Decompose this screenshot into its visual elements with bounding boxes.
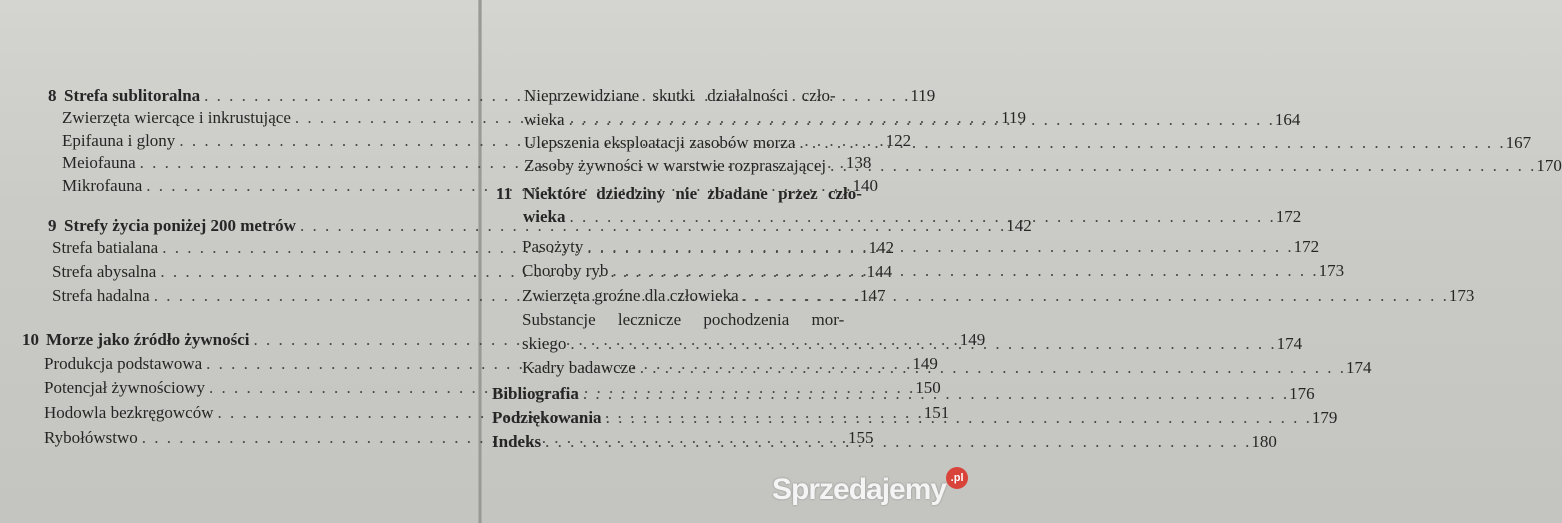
entry-title: Podziękowania — [492, 408, 602, 427]
page-number: 172 — [1275, 207, 1302, 226]
entry-title: Strefa batialana — [52, 238, 159, 257]
watermark-logo — [772, 472, 964, 507]
chapter-number: 9 — [48, 216, 57, 235]
watermark-badge: .pl — [946, 467, 968, 489]
page-number: 174 — [1276, 334, 1303, 353]
entry-title-line: Nieprzewidziane skutki działalności czło- — [524, 86, 836, 105]
page-number: 119 — [1001, 108, 1027, 127]
toc-entry — [522, 237, 1320, 257]
page-number: 149 — [912, 354, 938, 373]
entry-title: Pasożyty — [522, 237, 584, 256]
page-number: 138 — [845, 153, 872, 172]
toc-backmatter — [492, 384, 1315, 404]
entry-title: Strefa abysalna — [52, 262, 157, 281]
page-number: 142 — [868, 238, 894, 257]
chapter-title: wieka — [523, 207, 566, 226]
toc-entry — [524, 133, 1532, 153]
chapter-number: 10 — [22, 330, 39, 349]
page-number: 170 — [1536, 156, 1562, 175]
entry-title: Zwierzęta groźne dla człowieka — [522, 286, 739, 305]
toc-backmatter — [492, 432, 1277, 452]
page-number: 122 — [885, 131, 912, 150]
page-number: 142 — [1006, 216, 1032, 235]
chapter-title: Morze jako źródło żywności — [46, 330, 250, 349]
entry-title: Strefa hadalna — [52, 286, 150, 305]
entry-title: Bibliografia — [492, 384, 579, 403]
chapter-number: 11 — [496, 184, 513, 203]
entry-title: Indeks — [492, 432, 542, 451]
toc-entry — [522, 286, 1475, 306]
entry-title: Mikrofauna — [62, 176, 143, 195]
page-number: 144 — [866, 262, 893, 281]
entry-title: Zasoby żywności w warstwie rozpraszającej — [524, 156, 827, 175]
toc-entry — [522, 261, 1345, 281]
page-number: 164 — [1274, 110, 1301, 129]
entry-title: Choroby ryb — [522, 261, 609, 280]
chapter-title: Strefy życia poniżej 200 metrów — [64, 216, 296, 235]
chapter-number: 8 — [48, 86, 57, 105]
page-number: 119 — [910, 86, 936, 105]
page-number: 140 — [852, 176, 879, 195]
chapter-title: Strefa sublitoralna — [64, 86, 201, 105]
entry-title: Kadry badawcze — [522, 358, 636, 377]
page-number: 173 — [1318, 261, 1345, 280]
page-number: 180 — [1251, 432, 1277, 451]
page-number: 155 — [848, 428, 874, 447]
entry-title: Meiofauna — [62, 153, 136, 172]
entry-title: wieka — [524, 110, 565, 129]
chapter-title-line: Niektóre dziedziny nie zbadane przez czło- — [523, 184, 862, 203]
page-number: 176 — [1289, 384, 1315, 403]
entry-title: Zwierzęta wiercące i inkrustujące — [62, 108, 291, 127]
entry-title-line: Substancje lecznicze pochodzenia mor- — [522, 310, 845, 329]
entry-title: skiego — [522, 334, 567, 353]
entry-title: Ulepszenia eksploatacji zasobów morza — [524, 133, 796, 152]
page-number: 149 — [959, 330, 986, 349]
toc-entry — [522, 358, 1372, 378]
entry-title: Hodowla bezkręgowców — [44, 403, 214, 422]
page-number: 173 — [1448, 286, 1475, 305]
entry-title: Produkcja podstawowa — [44, 354, 203, 373]
page-number: 172 — [1293, 237, 1320, 256]
entry-title: Potencjał żywnościowy — [44, 378, 205, 397]
page-number: 167 — [1505, 133, 1532, 152]
page-number: 147 — [859, 286, 886, 305]
page-number: 151 — [923, 403, 950, 422]
toc-entry — [524, 156, 1562, 176]
entry-title: Rybołówstwo — [44, 428, 138, 447]
page-number: 174 — [1346, 358, 1372, 377]
page-number: 179 — [1311, 408, 1338, 427]
entry-title: Epifauna i glony — [62, 131, 176, 150]
watermark-text: Sprzedajemy — [772, 473, 947, 506]
page-number: 150 — [915, 378, 941, 397]
